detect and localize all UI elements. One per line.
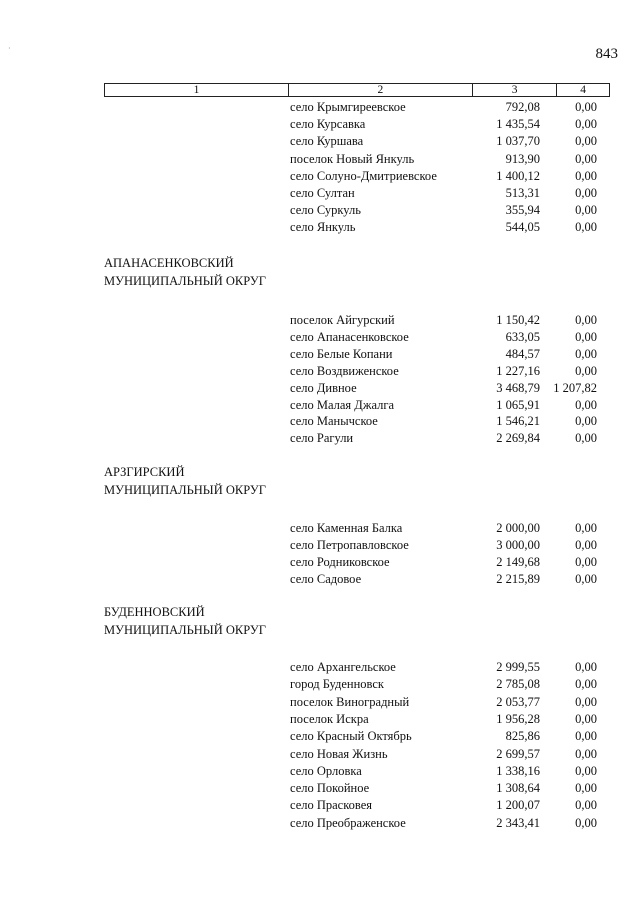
settlement-name: село Малая Джалга: [290, 397, 395, 412]
settlement-name: село Дивное: [290, 380, 357, 395]
value-col-4: 0,00: [575, 781, 597, 796]
settlement-name: город Буденновск: [290, 677, 385, 692]
settlement-name: село Белые Копани: [290, 346, 393, 361]
value-col-3: 2 149,68: [496, 554, 540, 569]
table-row: [0, 694, 640, 711]
value-col-3: 2 785,08: [496, 677, 540, 692]
district-name-line1: АРЗГИРСКИЙ: [104, 465, 185, 479]
settlement-name: село Преображенское: [290, 815, 406, 830]
value-col-4: 0,00: [575, 815, 597, 830]
value-col-4: 0,00: [575, 677, 597, 692]
table-row: [0, 746, 640, 763]
table-row: [0, 676, 640, 693]
value-col-3: 1 956,28: [496, 711, 540, 726]
settlement-name: село Покойное: [290, 781, 370, 796]
value-col-4: 0,00: [575, 694, 597, 709]
value-col-4: 0,00: [575, 186, 597, 200]
settlement-name: село Родниковское: [290, 554, 390, 569]
table-row: [0, 312, 640, 329]
value-col-3: 2 343,41: [496, 815, 540, 830]
settlement-name: поселок Айгурский: [290, 313, 395, 327]
value-col-4: 0,00: [575, 329, 597, 344]
settlement-name: село Куршава: [290, 134, 364, 149]
value-col-4: 0,00: [575, 798, 597, 813]
header-col-3: 3: [473, 84, 558, 96]
value-col-4: 0,00: [575, 414, 597, 429]
value-col-4: 0,00: [575, 134, 597, 149]
value-col-3: 1 400,12: [496, 168, 540, 183]
district-name-line1: БУДЕННОВСКИЙ: [104, 605, 205, 619]
table-row: [0, 520, 640, 537]
value-col-3: 2 215,89: [496, 571, 540, 586]
district-apanasenkovsky: [104, 254, 266, 290]
value-col-3: 1 435,54: [496, 117, 540, 132]
value-col-4: 0,00: [575, 168, 597, 183]
value-col-4: 0,00: [575, 763, 597, 778]
settlement-name: село Суркуль: [290, 203, 361, 218]
value-col-3: 1 308,64: [496, 781, 540, 796]
settlement-name: село Орловка: [290, 763, 362, 778]
table-row: [0, 185, 640, 202]
table-row: [0, 780, 640, 797]
settlement-name: село Апанасенковское: [290, 329, 409, 344]
district-name-line1: АПАНАСЕНКОВСКИЙ: [104, 256, 234, 270]
table-row: [0, 430, 640, 447]
table-row: [0, 168, 640, 185]
value-col-3: 1 227,16: [496, 363, 540, 378]
table-row: [0, 815, 640, 832]
table-row: [0, 116, 640, 133]
scan-mark: ·: [8, 44, 11, 53]
settlement-name: село Садовое: [290, 571, 362, 586]
value-col-3: 2 269,84: [496, 431, 540, 446]
settlement-name: поселок Виноградный: [290, 694, 410, 709]
value-col-4: 0,00: [575, 100, 597, 114]
value-col-3: 484,57: [505, 346, 540, 361]
value-col-4: 0,00: [575, 571, 597, 586]
table-row: [0, 397, 640, 414]
district-budennovsky: [104, 603, 266, 639]
value-col-4: 1 207,82: [553, 380, 597, 395]
value-col-4: 0,00: [575, 313, 597, 327]
value-col-3: 913,90: [505, 151, 540, 166]
header-col-2: 2: [289, 84, 473, 96]
value-col-3: 3 000,00: [496, 537, 540, 552]
value-col-3: 1 338,16: [496, 763, 540, 778]
district-name-line2: МУНИЦИПАЛЬНЫЙ ОКРУГ: [104, 483, 266, 497]
value-col-3: 825,86: [505, 729, 540, 744]
district-name-line2: МУНИЦИПАЛЬНЫЙ ОКРУГ: [104, 274, 266, 288]
table-row: [0, 219, 640, 236]
table-row: [0, 363, 640, 380]
table-row: [0, 380, 640, 397]
table-row: [0, 728, 640, 745]
value-col-3: 1 200,07: [496, 798, 540, 813]
table-header: [104, 83, 610, 97]
settlement-name: село Рагули: [290, 431, 354, 446]
value-col-3: 1 065,91: [496, 397, 540, 412]
value-col-3: 2 053,77: [496, 694, 540, 709]
table-row: [0, 99, 640, 116]
value-col-3: 513,31: [505, 186, 540, 200]
settlement-name: село Солуно-Дмитриевское: [290, 168, 437, 183]
settlement-name: поселок Новый Янкуль: [290, 151, 415, 166]
table-row: [0, 711, 640, 728]
settlement-name: село Султан: [290, 186, 355, 200]
table-row: [0, 346, 640, 363]
value-col-4: 0,00: [575, 521, 597, 535]
table-row: [0, 554, 640, 571]
table-row: [0, 329, 640, 346]
value-col-3: 2 999,55: [496, 660, 540, 674]
value-col-4: 0,00: [575, 363, 597, 378]
table-row: [0, 133, 640, 150]
value-col-3: 2 000,00: [496, 521, 540, 535]
settlement-name: село Каменная Балка: [290, 521, 403, 535]
settlement-name: село Манычское: [290, 414, 378, 429]
value-col-4: 0,00: [575, 151, 597, 166]
settlement-name: село Прасковея: [290, 798, 373, 813]
table-row: [0, 151, 640, 168]
value-col-4: 0,00: [575, 346, 597, 361]
settlement-name: село Новая Жизнь: [290, 746, 388, 761]
value-col-4: 0,00: [575, 220, 597, 235]
value-col-4: 0,00: [575, 746, 597, 761]
settlement-name: село Красный Октябрь: [290, 729, 412, 744]
value-col-3: 633,05: [505, 329, 540, 344]
value-col-4: 0,00: [575, 660, 597, 674]
header-col-1: 1: [105, 84, 289, 96]
table-row: [0, 202, 640, 219]
value-col-3: 1 037,70: [496, 134, 540, 149]
district-name-line2: МУНИЦИПАЛЬНЫЙ ОКРУГ: [104, 623, 266, 637]
value-col-4: 0,00: [575, 431, 597, 446]
settlement-name: село Петропавловское: [290, 537, 409, 552]
page-number: 843: [595, 46, 618, 62]
value-col-4: 0,00: [575, 203, 597, 218]
table-row: [0, 413, 640, 430]
value-col-4: 0,00: [575, 397, 597, 412]
table-row: [0, 797, 640, 814]
table-row: [0, 537, 640, 554]
settlement-name: село Янкуль: [290, 220, 356, 235]
value-col-3: 544,05: [505, 220, 540, 235]
settlement-name: село Курсавка: [290, 117, 366, 132]
settlement-name: село Архангельское: [290, 660, 396, 674]
header-col-4: 4: [580, 84, 587, 96]
value-col-3: 1 150,42: [496, 313, 540, 327]
district-arzgirsky: [104, 463, 266, 499]
value-col-3: 2 699,57: [496, 746, 540, 761]
table-row: [0, 659, 640, 676]
value-col-3: 1 546,21: [496, 414, 540, 429]
table-row: [0, 763, 640, 780]
value-col-3: 355,94: [505, 203, 540, 218]
value-col-4: 0,00: [575, 729, 597, 744]
table-row: [0, 571, 640, 588]
value-col-4: 0,00: [575, 554, 597, 569]
value-col-4: 0,00: [575, 711, 597, 726]
settlement-name: село Воздвиженское: [290, 363, 399, 378]
value-col-3: 3 468,79: [496, 380, 540, 395]
value-col-4: 0,00: [575, 537, 597, 552]
value-col-4: 0,00: [575, 117, 597, 132]
value-col-3: 792,08: [505, 100, 540, 114]
settlement-name: поселок Искра: [290, 711, 369, 726]
settlement-name: село Крымгиреевское: [290, 100, 406, 114]
